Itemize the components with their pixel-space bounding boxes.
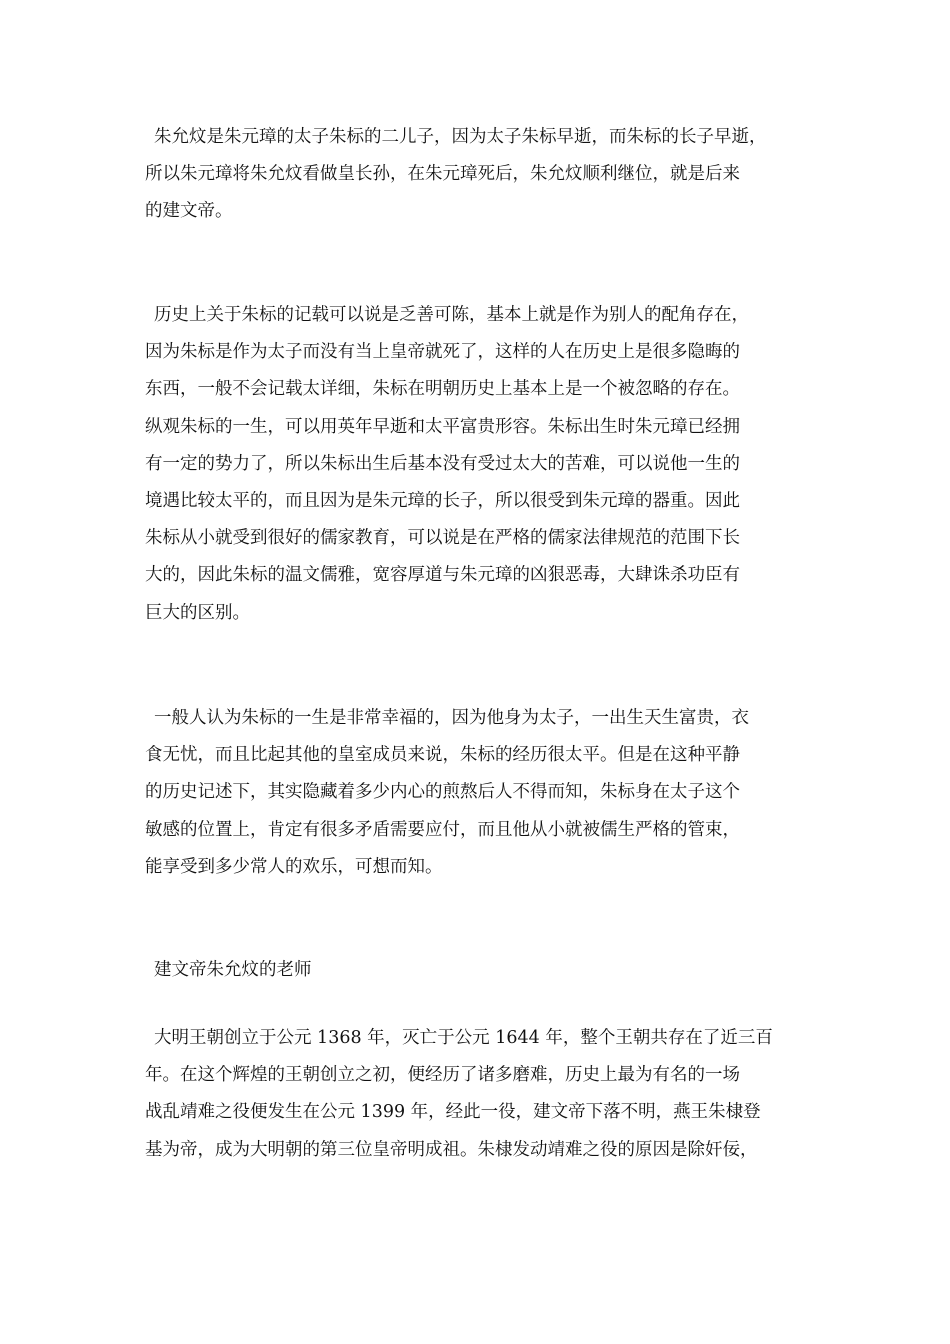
paragraph-line: 敏感的位置上，肯定有很多矛盾需要应付，而且他从小就被儒生严格的管束， — [145, 819, 740, 840]
paragraph-1 — [145, 119, 810, 231]
heading-line: 建文帝朱允炆的老师 — [154, 960, 312, 980]
paragraph-line: 历史上关于朱标的记载可以说是乏善可陈，基本上就是作为别人的配角存在， — [154, 305, 749, 325]
paragraph-line: 因为朱标是作为太子而没有当上皇帝就死了，这样的人在历史上是很多隐晦的 — [145, 342, 740, 363]
paragraph-line: 朱标从小就受到很好的儒家教育，可以说是在严格的儒家法律规范的范围下长 — [145, 528, 740, 549]
paragraph-5 — [145, 1020, 810, 1169]
paragraph-line: 的建文帝。 — [145, 201, 233, 222]
paragraph-line: 的历史记述下，其实隐藏着多少内心的煎熬后人不得而知，朱标身在太子这个 — [145, 782, 740, 803]
paragraph-line: 能享受到多少常人的欢乐，可想而知。 — [145, 856, 443, 877]
section-heading — [145, 952, 810, 989]
paragraph-3 — [145, 700, 810, 886]
paragraph-line: 纵观朱标的一生，可以用英年早逝和太平富贵形容。朱标出生时朱元璋已经拥 — [145, 416, 740, 437]
paragraph-2 — [145, 297, 810, 632]
paragraph-line: 战乱靖难之役便发生在公元 1399 年，经此一役，建文帝下落不明，燕王朱棣登 — [145, 1102, 761, 1123]
paragraph-line: 年。在这个辉煌的王朝创立之初，便经历了诸多磨难，历史上最为有名的一场 — [145, 1065, 740, 1086]
paragraph-line: 一般人认为朱标的一生是非常幸福的，因为他身为太子，一出生天生富贵，衣 — [154, 708, 749, 728]
paragraph-line: 巨大的区别。 — [145, 602, 250, 623]
paragraph-line: 大明王朝创立于公元 1368 年，灭亡于公元 1644 年，整个王朝共存在了近三百 — [154, 1028, 773, 1048]
paragraph-line: 基为帝，成为大明朝的第三位皇帝明成祖。朱棣发动靖难之役的原因是除奸佞， — [145, 1139, 758, 1160]
paragraph-line: 有一定的势力了，所以朱标出生后基本没有受过太大的苦难，可以说他一生的 — [145, 453, 740, 474]
paragraph-line: 大的，因此朱标的温文儒雅，宽容厚道与朱元璋的凶狠恶毒，大肆诛杀功臣有 — [145, 565, 740, 586]
paragraph-line: 东西，一般不会记载太详细，朱标在明朝历史上基本上是一个被忽略的存在。 — [145, 379, 740, 400]
paragraph-line: 所以朱元璋将朱允炆看做皇长孙，在朱元璋死后，朱允炆顺利继位，就是后来 — [145, 164, 740, 185]
paragraph-line: 朱允炆是朱元璋的太子朱标的二儿子，因为太子朱标早逝，而朱标的长子早逝， — [154, 127, 767, 147]
paragraph-line: 食无忧，而且比起其他的皇室成员来说，朱标的经历很太平。但是在这种平静 — [145, 745, 740, 766]
paragraph-line: 境遇比较太平的，而且因为是朱元璋的长子，所以很受到朱元璋的器重。因此 — [145, 490, 740, 511]
